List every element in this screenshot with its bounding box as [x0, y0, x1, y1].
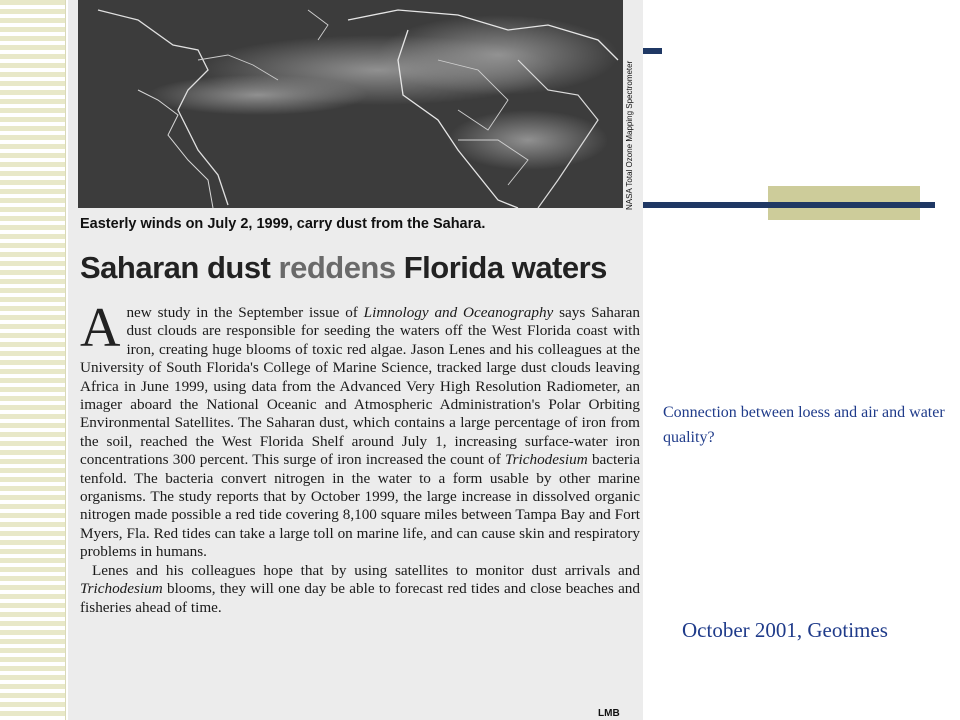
paragraph-2-text-b: blooms, they will one day be able to forecast red tides and close beaches and fisheries ahead of time. [80, 580, 640, 616]
paragraph-2-text-a: Lenes and his colleagues hope that by using satellites to monitor dust arrivals and [92, 561, 640, 579]
headline-part2: reddens [278, 250, 396, 285]
paragraph-1-text-c: bacteria tenfold. The bacteria convert nitrogen in the water to a form usable by other marine organisms. The study reports that by October 1999, the large increase in dissolved organic nitrogen made possible a red tide covering 8,100 square miles between Tampa Bay and Fort Myers, Fla. Red tides can take a large toll on marine life, and can cause skin and respiratory problems in humans. [80, 451, 640, 561]
organism-name: Trichodesium [80, 580, 163, 598]
article-body [80, 297, 640, 617]
headline-part3: Florida waters [403, 250, 607, 285]
map-caption: Easterly winds on July 2, 1999, carry dust from the Sahara. [80, 216, 486, 232]
dust-map-graphic [78, 0, 623, 208]
connection-note: Connection between loess and air and water quality? [663, 404, 945, 446]
paragraph-1-text-a: new study in the September issue of [126, 304, 364, 321]
left-decorative-band [0, 0, 66, 720]
right-accent-bar [643, 202, 935, 208]
headline-part1: Saharan dust [80, 250, 271, 285]
paragraph-1 [80, 297, 640, 562]
article-headline [80, 250, 607, 286]
paragraph-2 [80, 562, 640, 617]
drop-cap: A [80, 297, 121, 359]
journal-name: Limnology and Oceanography [363, 304, 554, 321]
image-credit: NASA Total Ozone Mapping Spectrometer [625, 60, 634, 210]
article-scan [68, 0, 643, 720]
paragraph-1-text-b: says Saharan dust clouds are responsible for seeding the waters off the West Florida coast with iron, creating huge blooms of toxic red algae. Jason Lenes and his colleagues at the University of South Florida's College of Marine Science, tracked large dust clouds leaving Africa in June 1999, using data from the Advanced Very High Resolution Radiometer, an imager aboard the National Oceanic and Atmospheric Administration's Polar Orbiting Environmental Satellites. The Saharan dust, which contains a large percentage of iron from the soil, reached the West Florida Shelf around July 1, increasing surface-water iron concentrations 300 percent. This surge of iron increased the count of [80, 304, 640, 469]
author-signature: LMB [598, 708, 620, 719]
organism-name: Trichodesium [505, 451, 588, 469]
satellite-map-image [78, 0, 623, 208]
source-citation: October 2001, Geotimes [682, 618, 888, 642]
